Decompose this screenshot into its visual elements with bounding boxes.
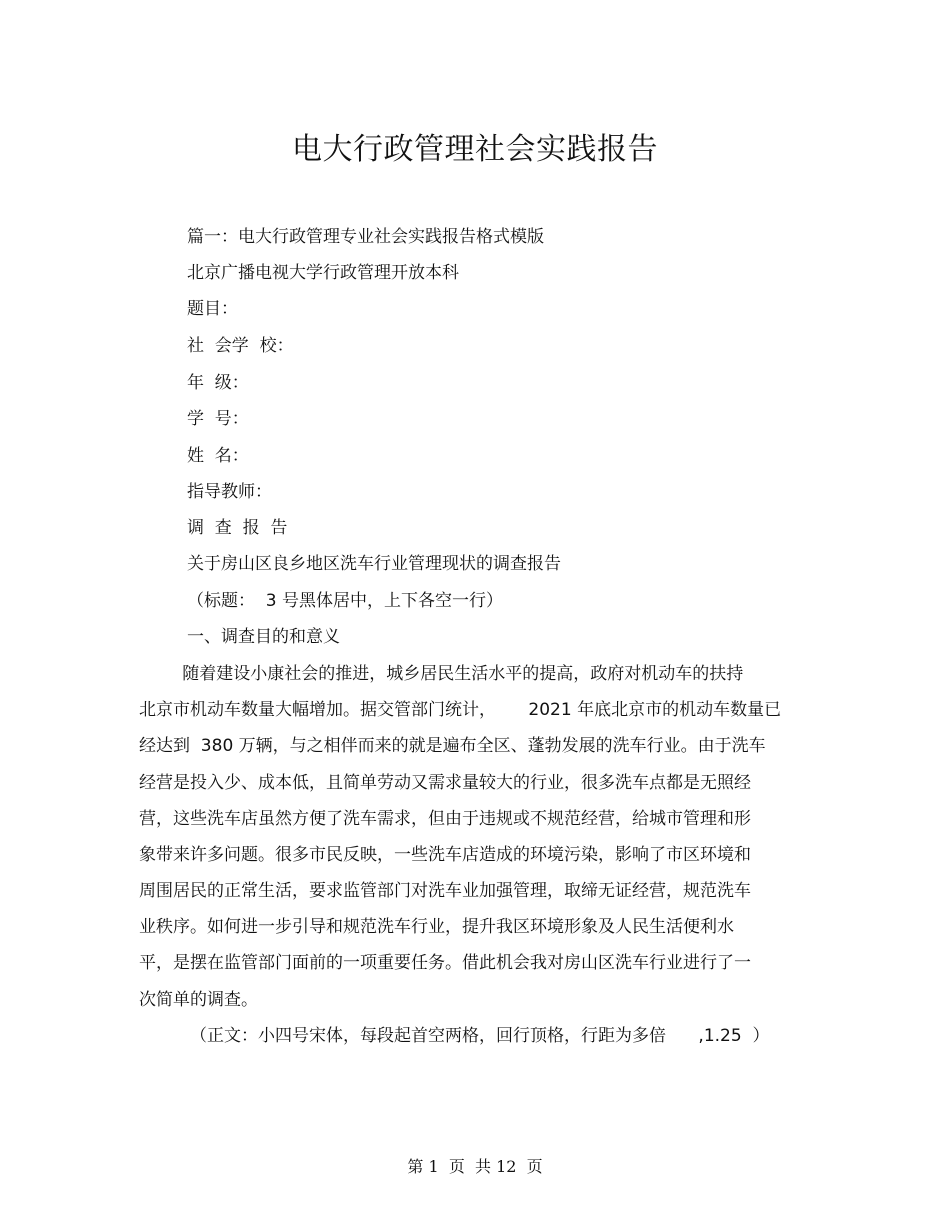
body-format-note: （正文：小四号宋体，每段起首空两格，回行顶格，行距为多倍 ,1.25 ） [190, 1026, 770, 1046]
body-paragraph-line: 营，这些洗车店虽然方便了洗车需求，但由于违规或不规范经营，给城市管理和形 [139, 809, 751, 829]
body-paragraph-line: 业秩序。如何进一步引导和规范洗车行业，提升我区环境形象及人民生活便利水 [139, 917, 734, 937]
university-line: 北京广播电视大学行政管理开放本科 [187, 263, 459, 283]
report-title-line: 关于房山区良乡地区洗车行业管理现状的调查报告 [187, 554, 561, 574]
name-field-label: 姓 名： [187, 446, 249, 466]
page-title: 电大行政管理社会实践报告 [292, 132, 658, 167]
title-format-note: （标题： 3 号黑体居中，上下各空一行） [187, 591, 504, 611]
body-paragraph-line: 经达到 380 万辆，与之相伴而来的就是遍布全区、蓬勃发展的洗车行业。由于洗车 [139, 736, 766, 756]
body-paragraph-line: 北京市机动车数量大幅增加。据交管部门统计， 2021 年底北京市的机动车数量已 [139, 700, 782, 720]
subtitle-line: 篇一：电大行政管理专业社会实践报告格式模版 [187, 227, 544, 247]
student-id-field-label: 学 号： [187, 409, 249, 429]
topic-field-label: 题目： [187, 299, 238, 319]
body-paragraph-line: 象带来许多问题。很多市民反映，一些洗车店造成的环境污染，影响了市区环境和 [139, 845, 751, 865]
page-footer: 第 1 页 共 12 页 [407, 1157, 543, 1176]
body-paragraph-line: 平，是摆在监管部门面前的一项重要任务。借此机会我对房山区洗车行业进行了一 [139, 953, 751, 973]
grade-field-label: 年 级： [187, 373, 249, 393]
section-heading: 一、调查目的和意义 [187, 627, 340, 647]
body-paragraph-line: 周围居民的正常生活，要求监管部门对洗车业加强管理，取缔无证经营，规范洗车 [139, 881, 751, 901]
body-paragraph-line: 次简单的调查。 [139, 990, 258, 1010]
school-field-label: 社 会学 校： [187, 336, 294, 356]
body-paragraph-line: 经营是投入少、成本低，且简单劳动又需求量较大的行业，很多洗车点都是无照经 [139, 773, 751, 793]
body-paragraph-line: 随着建设小康社会的推进，城乡居民生活水平的提高，政府对机动车的扶持 [139, 664, 744, 684]
report-heading: 调 查 报 告 [187, 518, 288, 538]
advisor-field-label: 指导教师： [187, 482, 272, 502]
